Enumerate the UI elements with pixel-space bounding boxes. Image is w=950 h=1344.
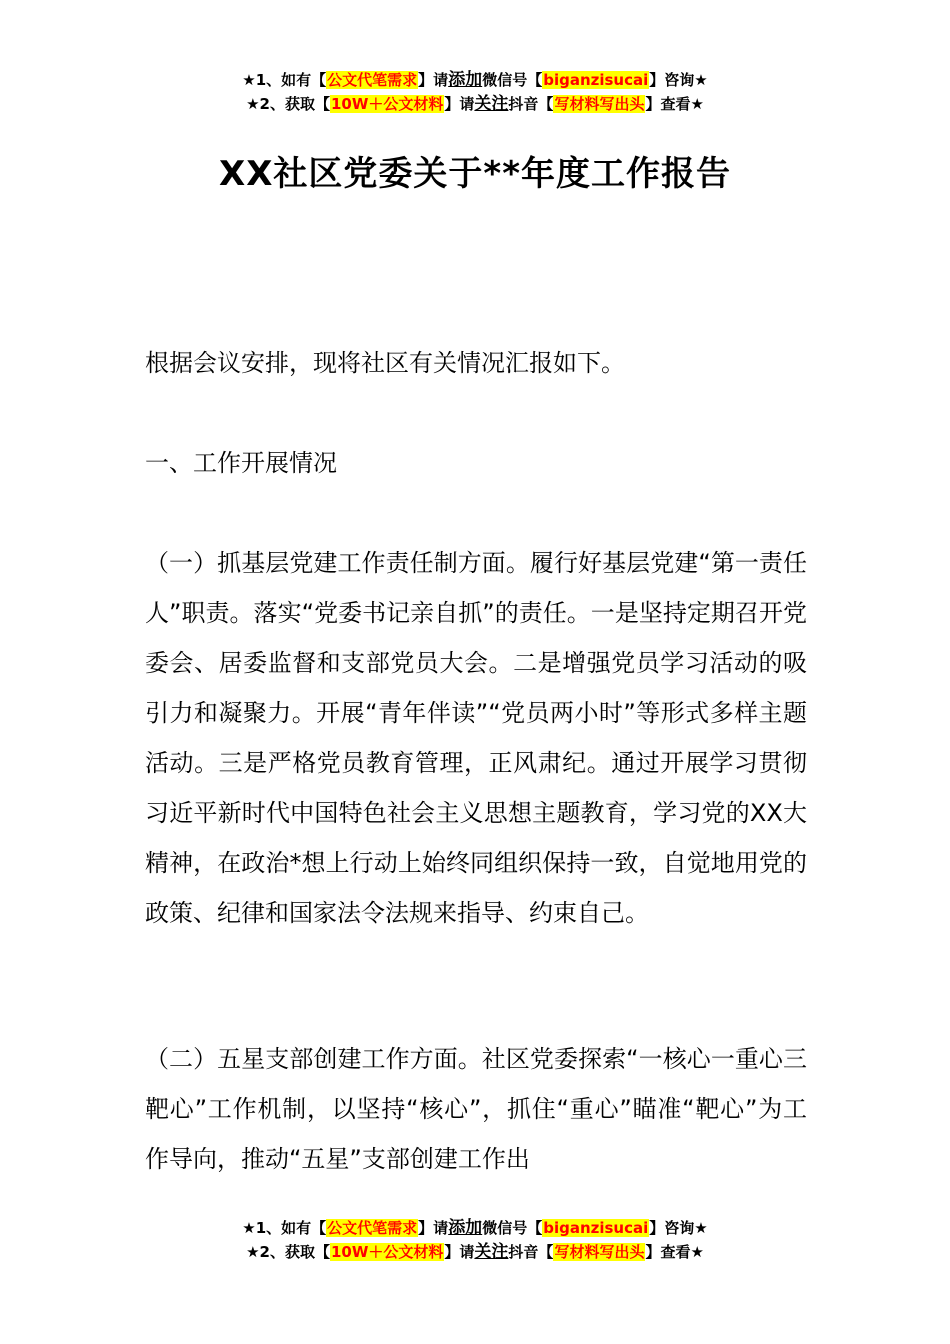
banner-line-1: ★1、如有【公文代笔需求】请添加微信号【biganzisucai】咨询★ <box>242 70 708 90</box>
document-title: XX社区党委关于**年度工作报告 <box>219 154 731 194</box>
footer-banner-line-1: ★1、如有【公文代笔需求】请添加微信号【biganzisucai】咨询★ <box>242 1218 708 1238</box>
paragraph-party-building: （一）抓基层党建工作责任制方面。履行好基层党建“第一责任人”职责。落实“党委书记亲自抓”的责任。一是坚持定期召开党委会、居委监督和支部党员大会。二是增强党员学习活动的吸引力和凝聚力。开展“青年伴读”“党员两小时”等形式多样主题活动。三是严格党员教育管理，正风肃纪。通过开展学习贯彻习近平新时代中国特色社会主义思想主题教育，学习党的XX大精神，在政治*想上行动上始终同组织保持一致，自觉地用党的政策、纪律和国家法令法规来指导、约束自己。 <box>145 549 807 927</box>
banner-line-2: ★2、获取【10W＋公文材料】请关注抖音【写材料写出头】查看★ <box>246 94 704 114</box>
highlight-service: 公文代笔需求 <box>327 71 418 89</box>
intro-paragraph: 根据会议安排，现将社区有关情况汇报如下。 <box>145 349 625 377</box>
highlight-wechat-id: biganzisucai <box>543 71 649 89</box>
highlight-douyin-account: 写材料写出头 <box>554 95 645 113</box>
paragraph-five-star-branch: （二）五星支部创建工作方面。社区党委探索“一核心一重心三靶心”工作机制，以坚持“核心”，抓住“重心”瞄准“靶心”为工作导向，推动“五星”支部创建工作出 <box>145 1045 807 1173</box>
highlight-materials: 10W＋公文材料 <box>330 95 444 113</box>
highlight-wechat-id: biganzisucai <box>543 1219 649 1237</box>
highlight-materials: 10W＋公文材料 <box>330 1243 444 1261</box>
section-heading: 一、工作开展情况 <box>145 449 337 477</box>
header-banner <box>0 68 950 116</box>
highlight-douyin-account: 写材料写出头 <box>554 1243 645 1261</box>
footer-banner <box>0 1216 950 1264</box>
highlight-service: 公文代笔需求 <box>327 1219 418 1237</box>
footer-banner-line-2: ★2、获取【10W＋公文材料】请关注抖音【写材料写出头】查看★ <box>246 1242 704 1262</box>
